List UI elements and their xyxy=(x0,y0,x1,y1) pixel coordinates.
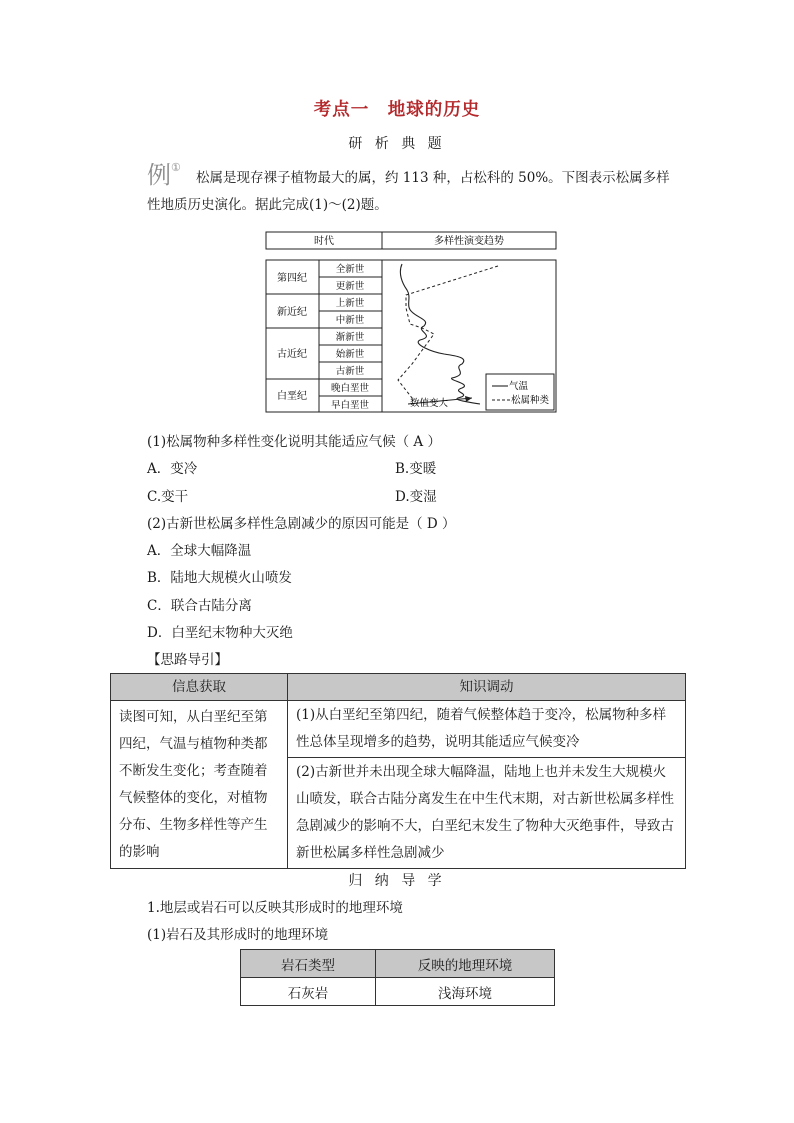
example-stem-line2: 性地质历史演化。据此完成(1)～(2)题。 xyxy=(147,197,388,213)
axis-label: 数值变大 xyxy=(410,398,449,409)
rock-environment-table xyxy=(240,949,555,1006)
q2-option-b: B．陆地大规模火山喷发 xyxy=(147,570,292,586)
q2-option-d: D．白垩纪末物种大灭绝 xyxy=(147,625,293,641)
epoch-label-pleistocene: 更新世 xyxy=(335,281,365,292)
question-2-stem: (2)古新世松属多样性急剧减少的原因可能是（ D ） xyxy=(147,516,456,532)
pine-diversity-figure xyxy=(262,228,558,418)
q2-option-c: C．联合古陆分离 xyxy=(147,598,252,614)
rock-header-type: 岩石类型 xyxy=(241,950,376,978)
epoch-label-holocene: 全新世 xyxy=(335,264,365,275)
guide-info-cell: 读图可知，从白垩纪至第四纪，气温与植物种类都不断发生变化；考查随着气候整体的变化，对植物分布、生物多样性等产生的影响 xyxy=(111,701,288,869)
guide-knowledge-2: (2)古新世并未出现全球大幅降温，陆地上也并未发生大规模火山喷发，联合古陆分离发生在中生代末期，对古新世松属多样性急剧减少的影响不大，白垩纪末发生了物种大灭绝事件，导致古新世松属多样性急剧减少 xyxy=(288,758,686,869)
q1-option-c: C.变干 xyxy=(147,489,189,505)
page-title: 考点一 地球的历史 xyxy=(313,100,481,120)
period-label-cretaceous: 白垩纪 xyxy=(277,391,307,402)
guide-table xyxy=(110,673,686,869)
legend-pine-species: 松属种类 xyxy=(511,395,550,406)
q1-option-d: D.变湿 xyxy=(395,489,437,505)
pine-species-curve xyxy=(398,266,498,398)
epoch-label-eocene: 始新世 xyxy=(335,349,365,360)
period-label-neogene: 新近纪 xyxy=(277,307,307,318)
figure-col-trend: 多样性演变趋势 xyxy=(434,236,504,247)
guide-header-knowledge: 知识调动 xyxy=(288,674,686,701)
epoch-label-oligocene: 渐新世 xyxy=(335,332,365,343)
point-1-sub: (1)岩石及其形成时的地理环境 xyxy=(147,927,329,943)
example-marker xyxy=(147,155,181,190)
example-stem-line1: 松属是现存裸子植物最大的属，约 113 种，占松科的 50%。下图表示松属多样 xyxy=(196,170,670,186)
example-glyph: 例 xyxy=(147,161,171,189)
section-heading-summary: 归 纳 导 学 xyxy=(348,873,446,889)
temperature-curve xyxy=(400,264,480,404)
rock-cell-limestone: 石灰岩 xyxy=(241,978,376,1006)
legend-temperature: 气温 xyxy=(509,381,529,392)
guide-knowledge-1: (1)从白垩纪至第四纪，随着气候整体趋于变冷，松属物种多样性总体呈现增多的趋势，说明其能适应气候变冷 xyxy=(288,701,686,758)
q2-option-a: A．全球大幅降温 xyxy=(147,543,252,559)
question-1-stem: (1)松属物种多样性变化说明其能适应气候（ A ） xyxy=(147,434,441,450)
point-1: 1.地层或岩石可以反映其形成时的地理环境 xyxy=(147,900,403,916)
guide-label: 【思路导引】 xyxy=(147,652,228,668)
epoch-label-miocene: 中新世 xyxy=(335,315,365,326)
period-label-quaternary: 第四纪 xyxy=(277,273,307,284)
epoch-label-late-cretaceous: 晚白垩世 xyxy=(330,383,370,394)
rock-header-environment: 反映的地理环境 xyxy=(376,950,555,978)
rock-cell-shallow-sea: 浅海环境 xyxy=(376,978,555,1006)
guide-header-info: 信息获取 xyxy=(111,674,288,701)
q1-option-a: A．变冷 xyxy=(147,461,198,477)
epoch-label-early-cretaceous: 早白垩世 xyxy=(330,400,370,411)
epoch-label-pliocene: 上新世 xyxy=(335,298,365,309)
period-label-paleogene: 古近纪 xyxy=(277,349,307,360)
figure-col-era: 时代 xyxy=(314,236,334,247)
q1-option-b: B.变暖 xyxy=(395,461,437,477)
example-number: ① xyxy=(171,161,181,174)
section-heading-study: 研 析 典 题 xyxy=(348,136,446,152)
epoch-label-paleocene: 古新世 xyxy=(335,366,365,377)
